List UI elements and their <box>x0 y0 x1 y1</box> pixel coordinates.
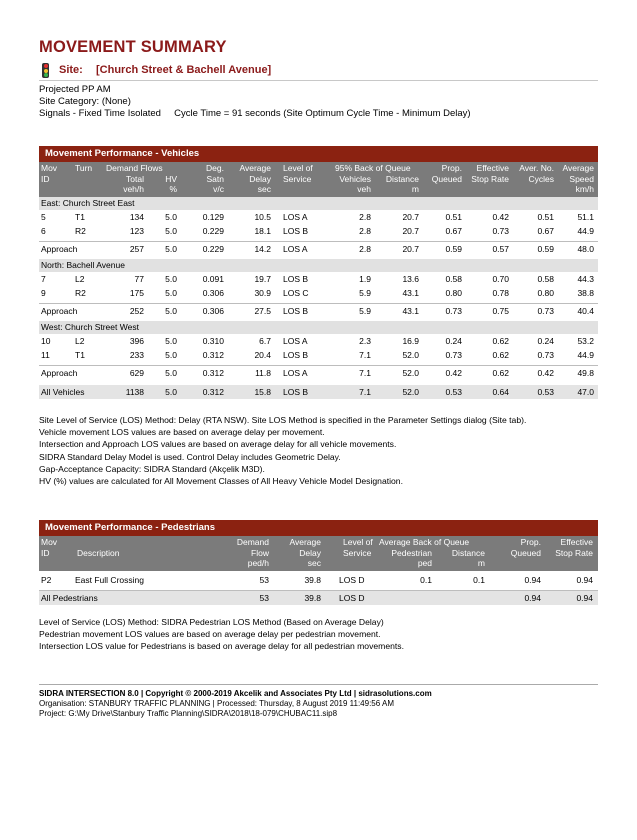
cell: 5.0 <box>165 350 177 360</box>
header-dist: Distance <box>385 173 419 184</box>
cell: 0.73 <box>537 350 554 360</box>
cell: 5.0 <box>165 306 177 316</box>
cell: 44.3 <box>577 274 594 284</box>
cell: 10 <box>41 336 51 346</box>
cell: 20.7 <box>402 244 419 254</box>
header-delay: Delay <box>299 547 321 558</box>
table-row <box>39 272 598 286</box>
cell: Approach <box>41 306 78 316</box>
table-title-bar <box>39 520 598 536</box>
approach-row <box>39 365 598 380</box>
header-pq: Queued <box>431 173 462 184</box>
cell: 9 <box>41 288 46 298</box>
header-mov: Mov <box>41 537 58 547</box>
cell: 20.7 <box>402 226 419 236</box>
cell: LOS C <box>283 288 309 298</box>
header-dist: m <box>411 184 419 194</box>
cell: 0.73 <box>445 350 462 360</box>
cell: 0.1 <box>420 575 432 585</box>
cell: 0.70 <box>492 274 509 284</box>
header-esr: Stop Rate <box>471 173 509 184</box>
cell: R2 <box>75 288 86 298</box>
cell: 5.9 <box>359 306 371 316</box>
cell: Approach <box>41 368 78 378</box>
cell: 0.58 <box>445 274 462 284</box>
cell: 0.091 <box>202 274 224 284</box>
header-delay: Average <box>289 537 321 547</box>
cell: All Vehicles <box>41 387 85 397</box>
footer-copyright: SIDRA INTERSECTION 8.0 | Copyright © 2000-2019 Akcelik and Associates Pty Ltd | sidrasolutions.com <box>39 689 432 698</box>
cell: 0.94 <box>576 593 593 603</box>
site-name: [Church Street & Bachell Avenue] <box>96 64 272 76</box>
info-line: Signals - Fixed Time Isolated Cycle Time = 91 seconds (Site Optimum Cycle Time - Minimum Delay) <box>39 108 471 119</box>
cell: 5.0 <box>165 212 177 222</box>
footer-organisation: Organisation: STANBURY TRAFFIC PLANNING | Processed: Thursday, 8 August 2019 11:49:56 AM <box>39 699 394 708</box>
info-line: Projected PP AM <box>39 84 111 95</box>
note-line: Intersection and Approach LOS values are based on average delay for all vehicle movements. <box>39 439 397 450</box>
header-back: Average Back of Queue <box>379 537 470 547</box>
cell: T1 <box>75 212 85 222</box>
table-title-bar <box>39 146 598 162</box>
cell: 0.78 <box>492 288 509 298</box>
cell: 5.0 <box>165 274 177 284</box>
header-los: Level of <box>283 163 313 173</box>
header-dist: Distance <box>451 547 485 558</box>
cell: 5.0 <box>165 244 177 254</box>
cell: 44.9 <box>577 350 594 360</box>
cell: 0.306 <box>202 288 224 298</box>
cell: 2.8 <box>359 226 371 236</box>
cell: 0.73 <box>445 306 462 316</box>
cell: 0.75 <box>492 306 509 316</box>
cell: 257 <box>129 244 144 254</box>
cell: 1138 <box>125 387 144 397</box>
header-esr: Effective <box>560 537 593 547</box>
site-heading <box>39 62 598 81</box>
note-line: Site Level of Service (LOS) Method: Delay (RTA NSW). Site LOS Method is specified in the Parameter Settings dialog (Site tab). <box>39 415 527 425</box>
cell: 0.94 <box>524 593 541 603</box>
cell: 27.5 <box>254 306 271 316</box>
header-satn: Deg. <box>206 163 224 173</box>
cell: 252 <box>129 306 144 316</box>
header-total: veh/h <box>123 184 144 194</box>
table-row <box>39 573 598 587</box>
table-row <box>39 286 598 300</box>
cell: 53 <box>259 593 269 603</box>
cell: LOS D <box>339 593 365 603</box>
cell: 19.7 <box>254 274 271 284</box>
cell: 14.2 <box>254 244 271 254</box>
header-spd: km/h <box>575 184 594 194</box>
header-ped: Pedestrian <box>391 547 432 558</box>
cell: 123 <box>129 226 144 236</box>
header-hv: % <box>169 184 177 194</box>
cell: 0.51 <box>445 212 462 222</box>
cell: 43.1 <box>402 288 419 298</box>
header-satn: v/c <box>213 184 224 194</box>
cell: 47.0 <box>577 387 594 397</box>
cell: 0.62 <box>492 368 509 378</box>
cell: 5 <box>41 212 46 222</box>
all-row <box>39 385 598 399</box>
cell: 0.53 <box>537 387 554 397</box>
header-back: 95% Back of Queue <box>335 163 411 173</box>
cell: 38.8 <box>577 288 594 298</box>
section-row <box>39 321 598 334</box>
cell: 11.8 <box>255 368 271 378</box>
cell: 52.0 <box>402 387 419 397</box>
cell: 0.57 <box>492 244 509 254</box>
cell: 52.0 <box>402 368 419 378</box>
header-hv: HV <box>165 173 177 184</box>
traffic-light-icon <box>42 63 49 78</box>
cell: 52.0 <box>402 350 419 360</box>
note-line: Level of Service (LOS) Method: SIDRA Pedestrian LOS Method (Based on Average Delay) <box>39 617 384 627</box>
cell: 0.312 <box>202 368 224 378</box>
cell: 11 <box>41 350 50 360</box>
info-line: Site Category: (None) <box>39 96 131 107</box>
table-row <box>39 348 598 362</box>
header-pq: Prop. <box>520 537 541 547</box>
note-line: HV (%) values are calculated for All Movement Classes of All Heavy Vehicle Model Designation. <box>39 476 403 487</box>
cell: 43.1 <box>402 306 419 316</box>
cell: 0.229 <box>202 226 224 236</box>
header-flow: Demand <box>236 537 269 547</box>
cell: 48.0 <box>577 244 594 254</box>
cell: Approach <box>41 244 78 254</box>
cell: 0.42 <box>445 368 462 378</box>
header-mov: ID <box>41 547 50 558</box>
cell: 0.59 <box>445 244 462 254</box>
cell: 77 <box>134 274 144 284</box>
site-label: Site: <box>59 64 83 76</box>
cell: 0.306 <box>202 306 224 316</box>
cell: 0.73 <box>492 226 509 236</box>
cell: 20.4 <box>254 350 271 360</box>
cell: 0.67 <box>537 226 554 236</box>
cell: 6 <box>41 226 46 236</box>
table-title: Movement Performance - Pedestrians <box>45 522 216 533</box>
cell: 0.42 <box>492 212 509 222</box>
header-flow: Flow <box>251 547 269 558</box>
cell: LOS A <box>283 212 308 222</box>
vehicle-notes <box>39 414 526 487</box>
cell: 0.310 <box>202 336 224 346</box>
section-name: East: Church Street East <box>41 198 135 208</box>
section-name: West: Church Street West <box>41 322 139 332</box>
cell: 39.8 <box>304 575 321 585</box>
page-title: MOVEMENT SUMMARY <box>39 38 227 56</box>
header-spd: Speed <box>569 173 594 184</box>
header-mov: Mov <box>41 163 58 173</box>
cell: 0.64 <box>492 387 509 397</box>
cell: 0.67 <box>445 226 462 236</box>
header-spd: Average <box>562 163 594 173</box>
header-cyc: Cycles <box>528 173 554 184</box>
cell: 0.42 <box>537 368 554 378</box>
cell: 0.1 <box>473 575 485 585</box>
cell: 0.24 <box>537 336 554 346</box>
cell: 2.8 <box>359 244 371 254</box>
cell: 0.51 <box>537 212 554 222</box>
cell: 0.62 <box>492 350 509 360</box>
cell: 396 <box>129 336 144 346</box>
header-delay: sec <box>307 558 321 568</box>
cell: LOS B <box>283 306 309 316</box>
cell: 53 <box>259 575 269 585</box>
cell: LOS A <box>283 336 308 346</box>
header-total: Total <box>126 173 144 184</box>
cell: 0.73 <box>537 306 554 316</box>
header-delay: Average <box>239 163 271 173</box>
header-veh: veh <box>357 184 371 194</box>
cell: LOS B <box>283 387 309 397</box>
cell: 20.7 <box>402 212 419 222</box>
cell: 16.9 <box>402 336 419 346</box>
cell: 0.59 <box>537 244 554 254</box>
cell: 7.1 <box>359 387 371 397</box>
header-los: Service <box>343 547 372 558</box>
header-delay: Delay <box>249 173 271 184</box>
approach-row <box>39 241 598 256</box>
header-veh: Vehicles <box>339 173 371 184</box>
cell: 0.94 <box>524 575 541 585</box>
cell: LOS A <box>283 368 308 378</box>
footer-project: Project: G:\My Drive\Stanbury Traffic Planning\SIDRA\2018\18-079\CHUBAC11.sip8 <box>39 709 338 718</box>
cell: 233 <box>129 350 144 360</box>
cell: L2 <box>75 336 85 346</box>
cell: 134 <box>129 212 144 222</box>
cell: 0.24 <box>445 336 462 346</box>
section-row <box>39 197 598 210</box>
table-title: Movement Performance - Vehicles <box>45 148 200 159</box>
cell: LOS B <box>283 350 309 360</box>
cell: 7.1 <box>359 368 371 378</box>
cell: 53.2 <box>577 336 594 346</box>
cell: 10.5 <box>254 212 271 222</box>
header-mov: ID <box>41 173 50 184</box>
pedestrian-notes <box>39 616 404 653</box>
cell: 2.3 <box>359 336 371 346</box>
cell: 0.80 <box>445 288 462 298</box>
cell: 0.53 <box>445 387 462 397</box>
cell: 175 <box>129 288 144 298</box>
cell: 0.58 <box>537 274 554 284</box>
cell: 5.0 <box>165 288 177 298</box>
header-demand: Demand Flows <box>106 163 163 173</box>
cell: 51.1 <box>577 212 594 222</box>
cell: 1.9 <box>359 274 371 284</box>
cell: 30.9 <box>254 288 271 298</box>
cell: 6.7 <box>259 336 271 346</box>
cell: 5.0 <box>165 368 177 378</box>
cell: 18.1 <box>254 226 271 236</box>
cell: 0.312 <box>202 387 224 397</box>
cell: 0.94 <box>576 575 593 585</box>
cell: 5.0 <box>165 226 177 236</box>
cell: All Pedestrians <box>41 593 98 603</box>
table-row <box>39 224 598 238</box>
header-cyc: Aver. No. <box>519 163 554 173</box>
cell: R2 <box>75 226 86 236</box>
table-row <box>39 334 598 348</box>
cell: T1 <box>75 350 85 360</box>
header-pq: Queued <box>510 547 541 558</box>
table-header <box>39 162 598 197</box>
section-row <box>39 259 598 272</box>
cell: 0.312 <box>202 350 224 360</box>
cell: 5.0 <box>165 387 177 397</box>
cell: 7.1 <box>359 350 371 360</box>
cell: 0.229 <box>202 244 224 254</box>
section-name: North: Bachell Avenue <box>41 260 125 270</box>
header-delay: sec <box>257 184 271 194</box>
header-los: Level of <box>343 537 373 547</box>
cell: LOS D <box>339 575 365 585</box>
cell: 5.0 <box>165 336 177 346</box>
cell: LOS B <box>283 274 309 284</box>
cell: 40.4 <box>577 306 594 316</box>
header-ped: ped <box>417 558 432 568</box>
header-flow: ped/h <box>247 558 269 568</box>
cell: 0.129 <box>202 212 224 222</box>
cell: 44.9 <box>577 226 594 236</box>
note-line: Vehicle movement LOS values are based on average delay per movement. <box>39 427 325 438</box>
cell: East Full Crossing <box>75 575 144 585</box>
approach-row <box>39 303 598 318</box>
table-row <box>39 210 598 224</box>
header-pq: Prop. <box>441 163 462 173</box>
cell: L2 <box>75 274 85 284</box>
header-dist: m <box>477 558 485 568</box>
footer <box>39 684 598 719</box>
cell: 2.8 <box>359 212 371 222</box>
all-row <box>39 590 598 605</box>
header-esr: Stop Rate <box>555 547 593 558</box>
note-line: SIDRA Standard Delay Model is used. Control Delay includes Geometric Delay. <box>39 451 341 462</box>
cell: LOS A <box>283 244 308 254</box>
note-line: Gap-Acceptance Capacity: SIDRA Standard (Akçelik M3D). <box>39 463 265 474</box>
note-line: Intersection LOS value for Pedestrians is based on average delay for all pedestrian movements. <box>39 641 404 652</box>
cell: 13.6 <box>402 274 419 284</box>
cell: 0.62 <box>492 336 509 346</box>
header-satn: Satn <box>206 173 224 184</box>
header-desc: Description <box>77 547 120 558</box>
cell: 15.8 <box>254 387 271 397</box>
cell: 39.8 <box>304 593 321 603</box>
header-esr: Effective <box>476 163 509 173</box>
cell: P2 <box>41 575 52 585</box>
cell: 5.9 <box>359 288 371 298</box>
cell: LOS B <box>283 226 309 236</box>
note-line: Pedestrian movement LOS values are based on average delay per pedestrian movement. <box>39 629 381 640</box>
cell: 0.80 <box>537 288 554 298</box>
cell: 7 <box>41 274 46 284</box>
header-turn: Turn <box>75 163 93 173</box>
header-los: Service <box>283 173 312 184</box>
cell: 629 <box>129 368 144 378</box>
cell: 49.8 <box>577 368 594 378</box>
table-header <box>39 536 598 571</box>
